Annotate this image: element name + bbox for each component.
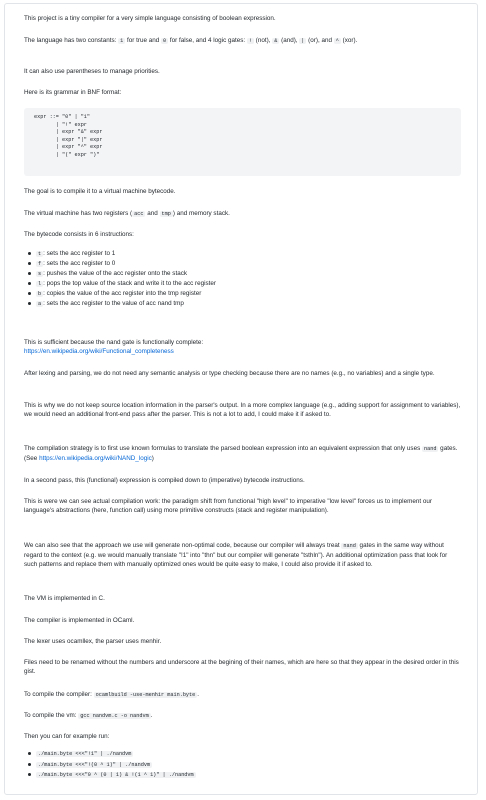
- example-command: ./main.byte <<<"0 ^ (0 | 1) & !(1 ^ 1)" | ./nandvm: [38, 772, 194, 778]
- text: The language has two constants:: [24, 37, 119, 44]
- code-true: 1: [120, 38, 124, 44]
- second-pass-paragraph: In a second pass, this (functional) expression is compiled down to (imperative) bytecode instructions.: [24, 477, 305, 484]
- example-command: ./main.byte <<<"!1" | ./nandvm: [38, 751, 132, 757]
- instruction-text: : sets the acc register to 0: [43, 260, 116, 267]
- text: We can also see that the approach we use will generate non-optimal code, because our compiler will always treat: [24, 542, 342, 549]
- compile-vm-paragraph: [24, 711, 461, 721]
- grammar-code-block: expr ::= "0" | "1" | "!" expr | expr "&" expr | expr "|" expr | expr "^" expr | "(" expr ")": [24, 108, 461, 176]
- instruction-text: : pops the top value of the stack and write it to the acc register: [43, 280, 217, 287]
- code-tmp: tmp: [161, 211, 171, 217]
- text: The compilation strategy is to first use known formulas to translate the parsed boolean expression into an equivalent expression that only uses: [24, 445, 422, 452]
- list-item: [36, 249, 461, 259]
- instruction-code: s: [38, 271, 42, 277]
- intro-paragraph: This project is a tiny compiler for a very simple language consisting of boolean expression.: [24, 15, 276, 22]
- vm-language-paragraph: The VM is implemented in C.: [24, 595, 105, 602]
- list-item: [36, 299, 461, 309]
- grammar-intro: Here is its grammar in BNF format:: [24, 89, 122, 96]
- lexer-parser-paragraph: The lexer uses ocamllex, the parser uses menhir.: [24, 638, 162, 645]
- text: The virtual machine has two registers (: [24, 210, 133, 217]
- code-xor: ^: [335, 38, 339, 44]
- functional-completeness-link[interactable]: https://en.wikipedia.org/wiki/Functional_completeness: [24, 348, 174, 355]
- list-item: [36, 770, 461, 781]
- registers-paragraph: [24, 209, 461, 219]
- compile-compiler-paragraph: [24, 690, 461, 700]
- text: .: [197, 691, 200, 698]
- text: To compile the compiler:: [24, 691, 94, 698]
- text: ): [151, 455, 154, 462]
- instruction-code: f: [38, 261, 42, 267]
- code-and: &: [274, 38, 278, 44]
- rename-files-paragraph: Files need to be renamed without the numbers and underscore at the begining of their names, which are here so that they appear in the desired order in this gist.: [24, 659, 459, 675]
- text: for true and: [125, 37, 161, 44]
- list-item: [36, 749, 461, 760]
- code-nand: nand: [343, 543, 356, 549]
- code-or: |: [301, 38, 305, 44]
- code-acc: acc: [134, 211, 144, 217]
- text: (xor).: [340, 37, 358, 44]
- text: gates in the same way without regard to the context (e.g. we would manually translate "!1" into "thn" but our compiler will generate "tsthln"). An additional optimization pass that look for such patterns and replace them with manually optimized ones would be quite easy to make, I could also provide it if asked to.: [24, 542, 448, 568]
- list-item: [36, 279, 461, 289]
- goal-paragraph: The goal is to compile it to a virtual machine bytecode.: [24, 188, 176, 195]
- constants-paragraph: [24, 36, 461, 46]
- text: (or), and: [306, 37, 334, 44]
- instruction-text: : sets the acc register to 1: [43, 250, 116, 257]
- optimization-paragraph: [24, 541, 461, 569]
- instruction-text: : sets the acc register to the value of acc nand tmp: [43, 300, 184, 307]
- compiler-language-paragraph: The compiler is implemented in OCaml.: [24, 617, 135, 624]
- instruction-list: [24, 249, 461, 309]
- list-item: [36, 259, 461, 269]
- text: (and),: [279, 37, 300, 44]
- text: gates. (See: [24, 445, 458, 462]
- text: This is sufficient because the nand gate is functionally complete:: [24, 339, 204, 346]
- instruction-text: : copies the value of the acc register into the tmp register: [43, 290, 202, 297]
- list-item: [36, 760, 461, 771]
- readme-document: [4, 3, 478, 795]
- code-false: 0: [163, 38, 167, 44]
- compile-vm-command: gcc nandvm.c -o nandvm: [80, 713, 149, 719]
- parentheses-paragraph: It can also use parentheses to manage priorities.: [24, 68, 160, 75]
- text: for false, and 4 logic gates:: [168, 37, 247, 44]
- text: .: [150, 712, 153, 719]
- bytecode-paragraph: The bytecode consists in 6 instructions:: [24, 231, 134, 238]
- instruction-code: b: [38, 291, 42, 297]
- list-item: [36, 289, 461, 299]
- paradigm-shift-paragraph: This is were we can see actual compilation work: the paradigm shift from functional "high level" to imperative "low level" forces us to implement our language's abstractions (here, function call) using more primitive constructs (stack and register manipulation).: [24, 498, 432, 514]
- list-item: [36, 269, 461, 279]
- text: To compile the vm:: [24, 712, 79, 719]
- source-location-paragraph: This is why we do not keep source location information in the parser's output. In a more complex language (e.g., adding support for assignment to variables), we would need an additional front-end pass after the parser. This is not a lot to add, I could make it if asked to.: [24, 402, 461, 418]
- text: and: [145, 210, 160, 217]
- instruction-text: : pushes the value of the acc register onto the stack: [43, 270, 187, 277]
- example-command: ./main.byte <<<"!(0 ^ 1)" | ./nandvm: [38, 761, 151, 768]
- instruction-code: t: [38, 251, 42, 257]
- run-example-paragraph: Then you can for example run:: [24, 733, 110, 740]
- nand-logic-link[interactable]: https://en.wikipedia.org/wiki/NAND_logic: [39, 455, 152, 462]
- instruction-code: l: [38, 281, 42, 287]
- text: (not),: [254, 37, 273, 44]
- code-not: !: [248, 38, 253, 44]
- example-list: [24, 749, 461, 781]
- semantic-analysis-paragraph: After lexing and parsing, we do not need any semantic analysis or type checking because there are no names (e.g., no variables) and a single type.: [24, 370, 435, 377]
- text: ) and memory stack.: [172, 210, 230, 217]
- completeness-paragraph: [24, 338, 461, 356]
- compile-compiler-command: ocamlbuild -use-menhir main.byte: [95, 692, 196, 698]
- compilation-strategy-paragraph: [24, 444, 461, 463]
- code-nand: nand: [423, 446, 437, 452]
- instruction-code: a: [38, 301, 42, 307]
